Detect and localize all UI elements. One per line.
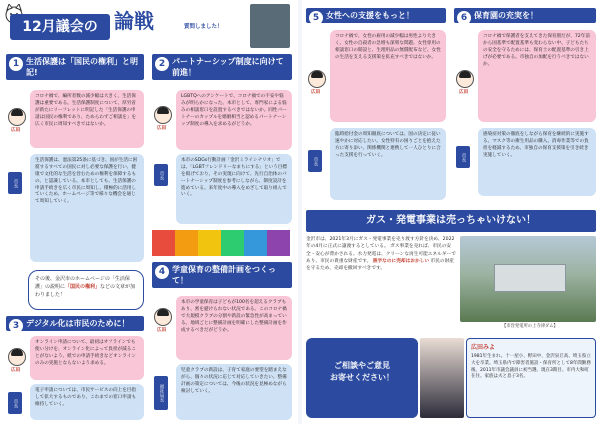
question-bubble: コロナ禍で、編所者数の減少幅は大きく、生活保護は重要である。生活保護制度について、厚労省が新たにリーフレットに明記した「生活保護の申請は国民の権利であり、ためらわずご相談を」を広く市民に周知すべきではないか。 (30, 90, 144, 148)
title-word: 論戦 (114, 9, 154, 33)
avatar (8, 348, 26, 366)
rainbow-stripe (152, 230, 175, 256)
profile-box (466, 338, 596, 418)
answer-bubble: 臨時給付金の周知徹底については、国の決定に従い速やかに対応したい。女性特有の困りごとを抱えた方に寄り添い、関係機関と連携して一人ひとりに合った支援を行っていく。 (330, 128, 446, 200)
question-bubble: コロナ禍で保護者を支えてきた保育園だが、72年前から国基準で配置基準も変わらない中、子どもたちの安全を守るためには、保育士の配置基準の引き上げが必要である。市独自の加配を行うべきではないか。 (478, 30, 596, 122)
vice-mayor-label: 福祉局長 (154, 376, 168, 410)
section-6-title: 保育園の充実を！ (474, 11, 538, 20)
result-callout (28, 270, 144, 310)
section-6-heading (454, 8, 596, 23)
section-5-number: 5 (309, 11, 323, 25)
contact-box (306, 338, 418, 418)
speaker-label: 広田 (11, 368, 21, 373)
section-5-heading (306, 8, 446, 23)
section-2-number: 2 (155, 57, 169, 71)
callout-highlight: 「国民の権利」 (65, 283, 101, 290)
answer-bubble: 児童クラブの新設は、子育て家庭の要望を踏まえながら、個々の状況に応じて対応していきたい。整備計画の策定については、今後の状況を見極めながら検討していく。 (176, 364, 292, 420)
dam-photo (460, 236, 596, 322)
section-4-number: 4 (155, 265, 169, 279)
question-bubble: 本市の学童保育は子どもが100名を超えるクラブもあり、密を避けられない状況である。このコロナ禍で大規模クラブの分割や新設の緊急性が高まっている。地域ごとに整備計画を明確にした整備計画を作成するべきだがどうか。 (176, 296, 292, 360)
mayor-label: 市長 (456, 146, 470, 168)
answer-bubble: 電子申請については、市民サービスの向上を目指して拡大するものであり、これまでの窓口申請も維持していく。 (30, 384, 144, 420)
mayor-label: 市長 (154, 164, 168, 186)
header-bubble: 質問しました！ (184, 24, 223, 30)
section-6-number: 6 (457, 11, 471, 25)
avatar (154, 308, 172, 326)
section-1-number: 1 (9, 57, 23, 71)
rainbow-stripe (267, 230, 290, 256)
gas-text-b: ガス事業を売れば、市民の安全・安心が脅かされる。水力発電は、クリーンな再生可能エネルギーであり、市民の貴重な財産です。 (306, 244, 456, 264)
avatar (308, 70, 326, 88)
rainbow-banner (152, 230, 290, 256)
section-2-heading (152, 54, 292, 80)
mayor-label: 市長 (8, 172, 22, 194)
rainbow-stripe (198, 230, 221, 256)
speaker-label: 広田 (157, 328, 167, 333)
avatar (456, 70, 474, 88)
speaker-label: 広田 (11, 128, 21, 133)
question-bubble: コロナ禍で、女性の雇用の減少幅は男性より大きく、女性の自殺者の急増も深刻な問題。女性専用の相談窓口の開設と、生理用品の無償配布など、女性の生活を支える支援策を拡充すべきではないか。 (330, 30, 446, 122)
section-3-number: 3 (9, 319, 23, 333)
contact-line-1: ご相談やご意見 (334, 361, 390, 370)
gas-heading: ガス・発電事業は売っちゃいけない！ (306, 210, 596, 232)
question-bubble: LGBTQへのアンケートで、コロナ禍での不安や悩みが明らかになった。本市として、専門家による悩みの相談窓口を設置するべきではないか。同性パートナーのカップルを婚姻相当と認めるパートナーシップ制度の導入を求めるがどうか。 (176, 90, 292, 150)
mayor-label: 市長 (8, 392, 22, 414)
section-5-title: 女性への支援をもっと！ (326, 11, 414, 20)
rainbow-stripe (244, 230, 267, 256)
avatar (154, 106, 172, 124)
answer-bubble: 生活保護は、憲法第25条に基づき、国が生活に困窮するすべての国民に対し必要な保護を行い、健康で文化的な生活を営むための権利を保障するもの、と認識している。本市としても、生活保護の申請手続きを広く市民に周知し、積極的に活用していくため、ホームページ等で様々な機会を通じて周知していく。 (30, 154, 144, 262)
answer-bubble: 本市のSDGs行動計画「金沢ミライシナリオ」では、「LGBTフレンドリーなまちにする」という目標を掲げており、その実現に向けて、先行自治体のパートナーシップ制度を参考にしながら、制度設計を進めている。来年度中の導入をめざして取り組んでいく。 (176, 154, 292, 224)
dam-caption: 【市営発電所の上寺津ダム】 (502, 324, 558, 329)
page-title: 12月議会の (10, 14, 110, 40)
profile-name: 広田みよ (471, 344, 496, 351)
section-3-title: デジタル化は市民のために！ (26, 319, 130, 328)
header (4, 4, 294, 48)
profile-photo (420, 338, 464, 418)
speaker-label: 広田 (311, 90, 321, 95)
section-1-title: 生活保護は「国民の権利」と明記! (26, 57, 138, 77)
gas-highlight: 黒字なのに売却はおかしい (372, 258, 430, 264)
section-1-heading (6, 54, 144, 80)
section-3-heading (6, 316, 144, 331)
section-2-title: パートナーシップ制度に向けて前進！ (172, 57, 284, 77)
councillor-photo (250, 4, 290, 48)
right-page (302, 0, 600, 424)
callout-pre: その後、金沢市のホームページの「生活保護」の説明に (35, 276, 130, 290)
speaker-label: 広田 (157, 126, 167, 131)
rainbow-stripe (175, 230, 198, 256)
gas-body (306, 236, 456, 272)
mayor-label: 市長 (308, 150, 322, 172)
callout-post: などの文章が加わりました！ (35, 283, 136, 298)
avatar (8, 108, 26, 126)
left-page (0, 0, 298, 424)
speaker-label: 広田 (459, 90, 469, 95)
section-4-title: 学童保育の整備計画をつくって！ (172, 265, 276, 285)
contact-line-2: お寄せください！ (330, 373, 394, 382)
gas-text-c: 市民の財産を守るため、売却を撤回すべきです。 (306, 258, 454, 272)
question-bubble: オンライン申請について、最初はオフラインでも使い分けを、オンライン化によって負担が減ることがないよう、紙での申請手続きなどオンラインのみの実施とならないよう求める。 (30, 336, 144, 380)
rainbow-stripe (221, 230, 244, 256)
gas-text-a: 金沢市は、2021年3月にガス・発電事業を売り渡す方針を決め、2022年の4月に正式に譲渡するとしている。 (306, 237, 455, 250)
profile-text: 1981年生まれ。十一屋小、野田中、金沢泉丘高、埼玉県立大を卒業。埼玉県内で障害者施設・保育所として8年間勤務後、2011年市議会議員に初当選。現在3期目。市内大和町在住。家族は夫と息子3名。 (471, 354, 591, 380)
section-4-heading (152, 262, 292, 288)
answer-bubble: 感染症対策の徹底をしながら保育を継続的に実施する。マスク等の衛生用品の購入、消毒作業等での負担を軽減するため、市独自の保育支援策を引き続き実施していく。 (478, 128, 596, 196)
